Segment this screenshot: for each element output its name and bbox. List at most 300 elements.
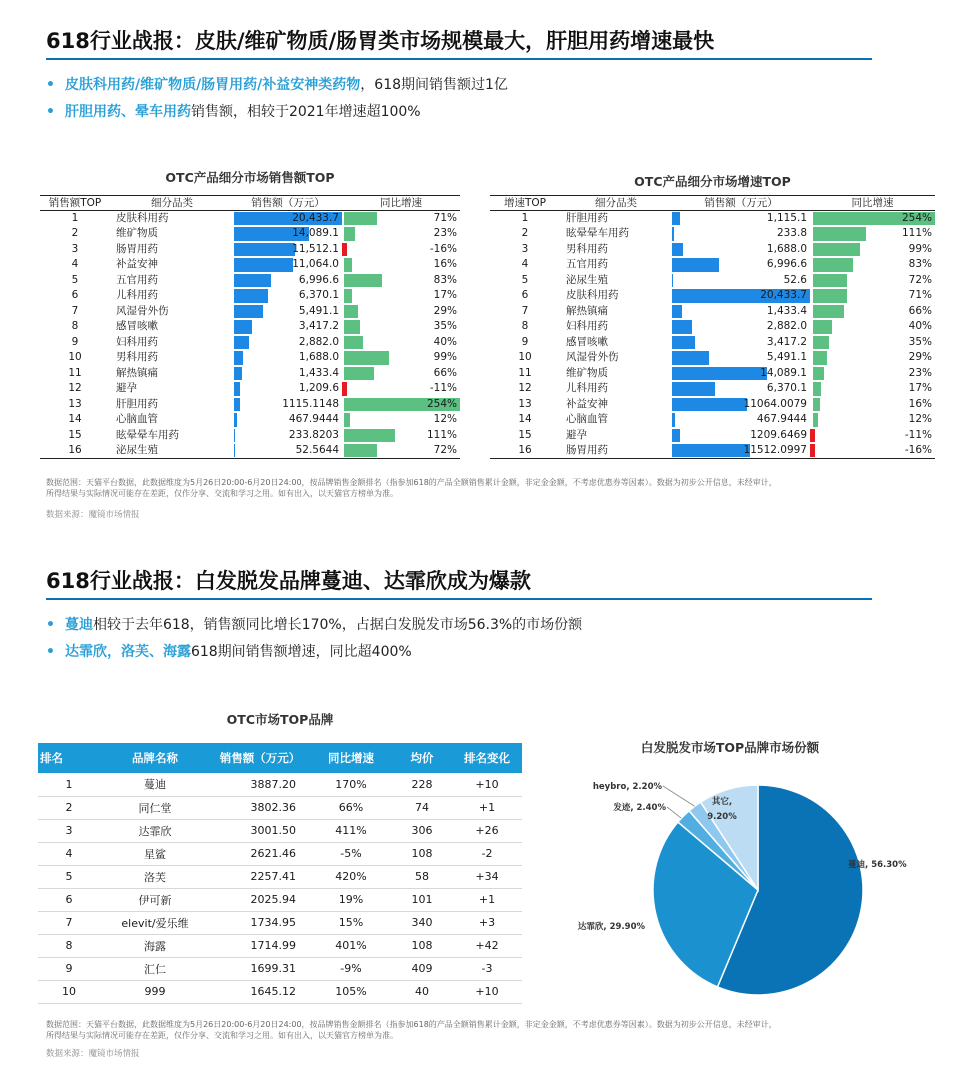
sales-cell bbox=[672, 288, 810, 304]
growth-value: 17% bbox=[433, 289, 457, 302]
rank-cell: 12 bbox=[68, 382, 82, 395]
sales-value: 1,433.4 bbox=[766, 304, 807, 317]
pie-label-mandi: 蔓迪, 56.30% bbox=[848, 860, 907, 870]
rank-change-cell: +10 bbox=[452, 773, 522, 796]
table-row bbox=[38, 819, 522, 842]
growth-cell bbox=[342, 257, 460, 273]
sales-value: 233.8 bbox=[776, 227, 807, 240]
rank-cell: 10 bbox=[518, 351, 532, 364]
growth-cell bbox=[810, 211, 935, 227]
sales-cell: 2621.46 bbox=[210, 842, 310, 865]
growth-cell bbox=[342, 412, 460, 428]
brand-cell: 999 bbox=[100, 980, 210, 1003]
growth-value: 254% bbox=[901, 212, 932, 224]
table-row bbox=[40, 366, 460, 382]
brand-cell: 星鲨 bbox=[100, 842, 210, 865]
table-row bbox=[40, 412, 460, 428]
rank-cell: 1 bbox=[38, 773, 100, 796]
rank-cell: 6 bbox=[71, 289, 79, 302]
category-cell: 肝胆用药 bbox=[116, 397, 158, 410]
growth-cell bbox=[810, 242, 935, 258]
col-rank: 销售额TOP bbox=[40, 196, 110, 211]
table-row bbox=[490, 366, 935, 382]
sales-cell bbox=[672, 350, 810, 366]
rank-cell: 11 bbox=[68, 366, 82, 379]
sales-cell: 1734.95 bbox=[210, 911, 310, 934]
table-row bbox=[38, 888, 522, 911]
sales-cell bbox=[672, 428, 810, 444]
rank-change-cell: +1 bbox=[452, 796, 522, 819]
category-cell: 儿科用药 bbox=[116, 289, 158, 302]
category-cell: 肠胃用药 bbox=[116, 242, 158, 255]
rank-cell: 15 bbox=[68, 428, 82, 441]
sales-cell: 1714.99 bbox=[210, 934, 310, 957]
top-brand-table bbox=[38, 743, 522, 1004]
growth-value: 40% bbox=[433, 335, 457, 348]
growth-cell bbox=[342, 366, 460, 382]
table-row bbox=[490, 226, 935, 242]
table-row bbox=[490, 304, 935, 320]
rank-cell: 6 bbox=[38, 888, 100, 911]
sales-cell: 2257.41 bbox=[210, 865, 310, 888]
sales-cell bbox=[672, 242, 810, 258]
growth-value: 83% bbox=[908, 258, 932, 271]
sales-cell bbox=[672, 257, 810, 273]
sales-cell: 1645.12 bbox=[210, 980, 310, 1003]
growth-cell: -9% bbox=[310, 957, 392, 980]
category-cell: 补益安神 bbox=[116, 258, 158, 271]
sales-value: 11,064.0 bbox=[292, 258, 339, 271]
category-cell: 补益安神 bbox=[566, 397, 608, 410]
brand-cell: 伊可新 bbox=[100, 888, 210, 911]
bullet-text: 相较于去年618，销售额同比增长170%，占据白发脱发市场56.3%的市场份额 bbox=[92, 617, 583, 633]
section1-bullet-1 bbox=[46, 74, 508, 94]
category-cell: 维矿物质 bbox=[116, 227, 158, 240]
brand-cell: 同仁堂 bbox=[100, 796, 210, 819]
rank-change-cell: -2 bbox=[452, 842, 522, 865]
table-row bbox=[40, 288, 460, 304]
sales-cell bbox=[672, 412, 810, 428]
table-row bbox=[490, 288, 935, 304]
sales-cell bbox=[672, 443, 810, 459]
category-cell: 风湿骨外伤 bbox=[566, 351, 619, 364]
table-row bbox=[490, 397, 935, 413]
growth-cell bbox=[810, 397, 935, 413]
rank-cell: 4 bbox=[38, 842, 100, 865]
sales-cell bbox=[234, 226, 342, 242]
note-line: 数据范围：天猫平台数据，此数据维度为5月26日20:00-6月20日24:00，按品牌销售金额排名（指参加618的产品全额销售累计金额，非定金金额，不考虑优惠券等因素）。数据为初步公开信息，未经审计， bbox=[46, 478, 777, 487]
sales-value: 2,882.0 bbox=[298, 335, 339, 348]
sales-value: 5,491.1 bbox=[766, 351, 807, 364]
sales-cell bbox=[234, 273, 342, 289]
sales-value: 6,996.6 bbox=[298, 273, 339, 286]
growth-cell: 411% bbox=[310, 819, 392, 842]
sales-value: 467.9444 bbox=[756, 413, 807, 426]
category-cell: 泌尿生殖 bbox=[566, 273, 608, 286]
growth-value: 23% bbox=[908, 366, 932, 379]
growth-value: 66% bbox=[908, 304, 932, 317]
col-name: 细分品类 bbox=[110, 196, 234, 211]
growth-cell bbox=[810, 366, 935, 382]
pie-label-faji: 发迹, 2.40% bbox=[613, 803, 666, 813]
sales-cell bbox=[672, 381, 810, 397]
growth-cell bbox=[342, 273, 460, 289]
table-row bbox=[40, 211, 460, 227]
brand-header-1: 品牌名称 bbox=[100, 743, 210, 773]
brand-header-4: 均价 bbox=[392, 743, 452, 773]
growth-cell: 15% bbox=[310, 911, 392, 934]
sales-value: 233.8203 bbox=[288, 428, 339, 441]
category-cell: 皮肤科用药 bbox=[116, 212, 169, 224]
table-row bbox=[490, 257, 935, 273]
data-note-1 bbox=[46, 477, 777, 499]
growth-cell: 19% bbox=[310, 888, 392, 911]
rank-cell: 2 bbox=[38, 796, 100, 819]
table-row bbox=[490, 350, 935, 366]
rank-change-cell: +10 bbox=[452, 980, 522, 1003]
growth-cell: 170% bbox=[310, 773, 392, 796]
growth-value: 254% bbox=[426, 397, 457, 410]
table-row bbox=[490, 443, 935, 459]
sales-value: 467.9444 bbox=[288, 413, 339, 426]
section2-title: 618行业战报：白发脱发品牌蔓迪、达霏欣成为爆款 bbox=[46, 569, 531, 593]
sales-cell bbox=[234, 304, 342, 320]
table-row bbox=[38, 842, 522, 865]
rank-cell: 13 bbox=[68, 397, 82, 410]
pie-leader-line bbox=[667, 807, 681, 818]
brand-cell: elevit/爱乐维 bbox=[100, 911, 210, 934]
category-cell: 感冒咳嗽 bbox=[566, 335, 608, 348]
rank-cell: 9 bbox=[71, 335, 79, 348]
rank-cell: 14 bbox=[518, 413, 532, 426]
table-row bbox=[490, 412, 935, 428]
table-row bbox=[40, 381, 460, 397]
sales-cell bbox=[672, 226, 810, 242]
bullet-dot: • bbox=[46, 104, 55, 120]
growth-cell bbox=[810, 335, 935, 351]
sales-value: 20,433.7 bbox=[292, 212, 339, 224]
col-rank: 增速TOP bbox=[490, 196, 560, 211]
left-table-title: OTC产品细分市场销售额TOP bbox=[165, 170, 335, 185]
rank-cell: 3 bbox=[521, 242, 529, 255]
price-cell: 58 bbox=[392, 865, 452, 888]
rank-cell: 1 bbox=[521, 212, 529, 224]
table-row bbox=[40, 397, 460, 413]
growth-value: 111% bbox=[426, 428, 457, 441]
table-row bbox=[490, 211, 935, 227]
brand-table-title: OTC市场TOP品牌 bbox=[226, 712, 334, 727]
growth-cell bbox=[342, 288, 460, 304]
sales-cell: 2025.94 bbox=[210, 888, 310, 911]
category-cell: 心脑血管 bbox=[116, 413, 158, 426]
table-header-row bbox=[40, 196, 460, 211]
sales-value: 1115.1148 bbox=[282, 397, 339, 410]
price-cell: 306 bbox=[392, 819, 452, 842]
table-row bbox=[40, 273, 460, 289]
growth-cell bbox=[342, 428, 460, 444]
brand-header-3: 同比增速 bbox=[310, 743, 392, 773]
rank-cell: 3 bbox=[71, 242, 79, 255]
bullet-highlight: 达霏欣，洛芙、海露 bbox=[64, 644, 191, 660]
bullet-highlight: 皮肤科用药/维矿物质/肠胃用药/补益安神类药物 bbox=[64, 77, 361, 93]
table-row bbox=[490, 335, 935, 351]
rank-cell: 5 bbox=[521, 273, 529, 286]
pie-label-heybro: heybro, 2.20% bbox=[592, 782, 662, 792]
rank-cell: 15 bbox=[518, 428, 532, 441]
category-cell: 眩晕晕车用药 bbox=[116, 428, 179, 441]
sales-value: 52.6 bbox=[783, 273, 807, 286]
category-cell: 儿科用药 bbox=[566, 382, 608, 395]
growth-cell: 66% bbox=[310, 796, 392, 819]
rank-cell: 9 bbox=[521, 335, 529, 348]
growth-value: 16% bbox=[433, 258, 457, 271]
growth-cell: -5% bbox=[310, 842, 392, 865]
bullet-text: ，618期间销售额过1亿 bbox=[360, 77, 508, 93]
sales-value: 1,688.0 bbox=[298, 351, 339, 364]
table-header-row bbox=[38, 743, 522, 773]
table-row bbox=[40, 242, 460, 258]
sales-value: 3,417.2 bbox=[766, 335, 807, 348]
growth-cell: 401% bbox=[310, 934, 392, 957]
rank-cell: 8 bbox=[71, 320, 79, 333]
rank-cell: 11 bbox=[518, 366, 532, 379]
category-cell: 风湿骨外伤 bbox=[116, 304, 169, 317]
sales-cell bbox=[234, 288, 342, 304]
growth-cell: 105% bbox=[310, 980, 392, 1003]
table-row bbox=[40, 335, 460, 351]
category-cell: 五官用药 bbox=[566, 258, 608, 271]
rank-cell: 2 bbox=[71, 227, 79, 240]
growth-cell bbox=[342, 242, 460, 258]
growth-value: 29% bbox=[908, 351, 932, 364]
sales-cell bbox=[234, 211, 342, 227]
growth-value: 12% bbox=[433, 413, 457, 426]
growth-value: -11% bbox=[429, 382, 457, 395]
col-sales: 销售额（万元） bbox=[234, 196, 342, 211]
growth-value: 35% bbox=[908, 335, 932, 348]
sales-cell bbox=[672, 211, 810, 227]
growth-cell bbox=[810, 257, 935, 273]
rank-change-cell: +42 bbox=[452, 934, 522, 957]
pie-label-dafeixin: 达霏欣, 29.90% bbox=[577, 922, 645, 932]
growth-cell bbox=[342, 350, 460, 366]
note-line: 所得结果与实际情况可能存在差距，仅作分享、交流和学习之用。如有出入，以天猫官方榜单为准。 bbox=[46, 1031, 398, 1040]
growth-value: 72% bbox=[433, 444, 457, 456]
note-line: 所得结果与实际情况可能存在差距，仅作分享、交流和学习之用。如有出入，以天猫官方榜单为准。 bbox=[46, 489, 398, 498]
data-note-2 bbox=[46, 1019, 777, 1041]
sales-cell bbox=[234, 350, 342, 366]
table-row bbox=[490, 381, 935, 397]
rank-cell: 8 bbox=[38, 934, 100, 957]
market-share-pie-chart bbox=[560, 760, 940, 1040]
rank-cell: 5 bbox=[38, 865, 100, 888]
table-row bbox=[40, 304, 460, 320]
table-row bbox=[490, 242, 935, 258]
growth-value: 83% bbox=[433, 273, 457, 286]
table-row bbox=[40, 350, 460, 366]
pie-leader-line bbox=[663, 786, 695, 806]
table-row bbox=[40, 257, 460, 273]
growth-value: 23% bbox=[433, 227, 457, 240]
table-row bbox=[38, 911, 522, 934]
rank-cell: 4 bbox=[71, 258, 79, 271]
table-row bbox=[40, 319, 460, 335]
table-row bbox=[38, 865, 522, 888]
table-row bbox=[40, 443, 460, 459]
rank-cell: 10 bbox=[68, 351, 82, 364]
growth-value: 12% bbox=[908, 413, 932, 426]
growth-value: 71% bbox=[908, 289, 932, 302]
table-row bbox=[40, 226, 460, 242]
sales-top-table bbox=[40, 195, 460, 459]
category-cell: 皮肤科用药 bbox=[566, 289, 619, 302]
sales-cell bbox=[234, 412, 342, 428]
growth-cell bbox=[342, 397, 460, 413]
sales-cell: 3887.20 bbox=[210, 773, 310, 796]
category-cell: 肠胃用药 bbox=[560, 443, 672, 459]
rank-cell: 7 bbox=[71, 304, 79, 317]
growth-cell bbox=[342, 211, 460, 227]
rank-cell: 2 bbox=[521, 227, 529, 240]
growth-value: -16% bbox=[904, 444, 932, 456]
rank-cell: 12 bbox=[518, 382, 532, 395]
brand-cell: 海露 bbox=[100, 934, 210, 957]
table-row bbox=[490, 428, 935, 444]
growth-value: 71% bbox=[433, 212, 457, 224]
growth-cell bbox=[342, 381, 460, 397]
table-row bbox=[490, 273, 935, 289]
category-cell: 男科用药 bbox=[566, 242, 608, 255]
sales-value: 6,370.1 bbox=[766, 382, 807, 395]
sales-value: 2,882.0 bbox=[766, 320, 807, 333]
sales-value: 11,512.1 bbox=[292, 242, 339, 255]
sales-cell bbox=[234, 397, 342, 413]
growth-value: 35% bbox=[433, 320, 457, 333]
brand-cell: 洛芙 bbox=[100, 865, 210, 888]
sales-value: 6,996.6 bbox=[766, 258, 807, 271]
sales-value: 14,089.1 bbox=[292, 227, 339, 240]
sales-value: 1,688.0 bbox=[766, 242, 807, 255]
price-cell: 40 bbox=[392, 980, 452, 1003]
bullet-text: 销售额，相较于2021年增速超100% bbox=[190, 104, 421, 120]
table-row bbox=[38, 934, 522, 957]
category-cell: 解热镇痛 bbox=[116, 366, 158, 379]
sales-value: 3,417.2 bbox=[298, 320, 339, 333]
category-cell: 维矿物质 bbox=[566, 366, 608, 379]
sales-cell bbox=[234, 242, 342, 258]
col-growth: 同比增速 bbox=[810, 196, 935, 211]
data-source-2: 数据来源：魔镜市场情报 bbox=[46, 1049, 140, 1059]
sales-value: 1,209.6 bbox=[298, 382, 339, 395]
growth-value: -11% bbox=[904, 428, 932, 441]
bullet-dot: • bbox=[46, 644, 55, 660]
rank-cell: 16 bbox=[490, 443, 560, 459]
growth-value: -16% bbox=[429, 242, 457, 255]
growth-cell bbox=[810, 273, 935, 289]
rank-cell: 13 bbox=[518, 397, 532, 410]
growth-cell bbox=[810, 381, 935, 397]
category-cell: 心脑血管 bbox=[566, 413, 608, 426]
section1-title: 618行业战报：皮肤/维矿物质/肠胃类市场规模最大，肝胆用药增速最快 bbox=[46, 29, 715, 53]
category-cell: 肝胆用药 bbox=[566, 212, 608, 224]
sales-cell bbox=[234, 428, 342, 444]
sales-value: 14,089.1 bbox=[760, 366, 807, 379]
category-cell: 男科用药 bbox=[116, 351, 158, 364]
brand-header-0: 排名 bbox=[38, 743, 100, 773]
growth-value: 29% bbox=[433, 304, 457, 317]
rank-change-cell: +34 bbox=[452, 865, 522, 888]
growth-cell bbox=[342, 226, 460, 242]
rank-cell: 10 bbox=[38, 980, 100, 1003]
bullet-highlight: 肝胆用药、晕车用药 bbox=[64, 104, 191, 120]
col-sales: 销售额（万元） bbox=[672, 196, 810, 211]
sales-cell bbox=[234, 381, 342, 397]
category-cell: 避孕 bbox=[116, 382, 137, 395]
note-line: 数据范围：天猫平台数据，此数据维度为5月26日20:00-6月20日24:00，按品牌销售金额排名（指参加618的产品全额销售累计金额，非定金金额，不考虑优惠券等因素）。数据为初步公开信息，未经审计， bbox=[46, 1020, 777, 1029]
sales-cell: 3001.50 bbox=[210, 819, 310, 842]
sales-value: 20,433.7 bbox=[760, 289, 807, 302]
growth-value: 72% bbox=[908, 273, 932, 286]
price-cell: 108 bbox=[392, 934, 452, 957]
growth-cell: 420% bbox=[310, 865, 392, 888]
table-row bbox=[490, 319, 935, 335]
category-cell: 眩晕晕车用药 bbox=[566, 227, 629, 240]
rank-cell: 3 bbox=[38, 819, 100, 842]
rank-cell: 1 bbox=[71, 212, 79, 224]
growth-cell bbox=[810, 443, 935, 459]
sales-value: 1209.6469 bbox=[750, 428, 807, 441]
category-cell: 泌尿生殖 bbox=[110, 443, 234, 459]
brand-cell: 蔓迪 bbox=[100, 773, 210, 796]
rank-cell: 16 bbox=[40, 443, 110, 459]
growth-cell bbox=[342, 319, 460, 335]
category-cell: 妇科用药 bbox=[116, 335, 158, 348]
table-row bbox=[40, 428, 460, 444]
sales-cell bbox=[672, 273, 810, 289]
sales-value: 52.5644 bbox=[295, 444, 339, 456]
rank-cell: 14 bbox=[68, 413, 82, 426]
sales-cell: 1699.31 bbox=[210, 957, 310, 980]
section2-bullet-2 bbox=[46, 641, 412, 661]
sales-cell bbox=[672, 304, 810, 320]
growth-cell bbox=[342, 304, 460, 320]
rank-cell: 7 bbox=[521, 304, 529, 317]
table-row bbox=[38, 957, 522, 980]
rank-cell: 7 bbox=[38, 911, 100, 934]
rank-change-cell: +26 bbox=[452, 819, 522, 842]
pie-chart-title: 白发脱发市场TOP品牌市场份额 bbox=[640, 740, 820, 755]
sales-value: 11064.0079 bbox=[743, 397, 807, 410]
growth-cell bbox=[810, 288, 935, 304]
sales-cell bbox=[672, 366, 810, 382]
sales-value: 5,491.1 bbox=[298, 304, 339, 317]
category-cell: 避孕 bbox=[566, 428, 587, 441]
rank-change-cell: +1 bbox=[452, 888, 522, 911]
brand-header-5: 排名变化 bbox=[452, 743, 522, 773]
growth-top-table bbox=[490, 195, 935, 459]
rank-change-cell: -3 bbox=[452, 957, 522, 980]
rank-cell: 8 bbox=[521, 320, 529, 333]
section2-underline bbox=[46, 598, 872, 600]
brand-cell: 达霏欣 bbox=[100, 819, 210, 842]
sales-cell: 3802.36 bbox=[210, 796, 310, 819]
price-cell: 409 bbox=[392, 957, 452, 980]
category-cell: 五官用药 bbox=[116, 273, 158, 286]
growth-cell bbox=[342, 335, 460, 351]
sales-cell bbox=[234, 443, 342, 459]
sales-value: 1,115.1 bbox=[766, 212, 807, 224]
price-cell: 228 bbox=[392, 773, 452, 796]
